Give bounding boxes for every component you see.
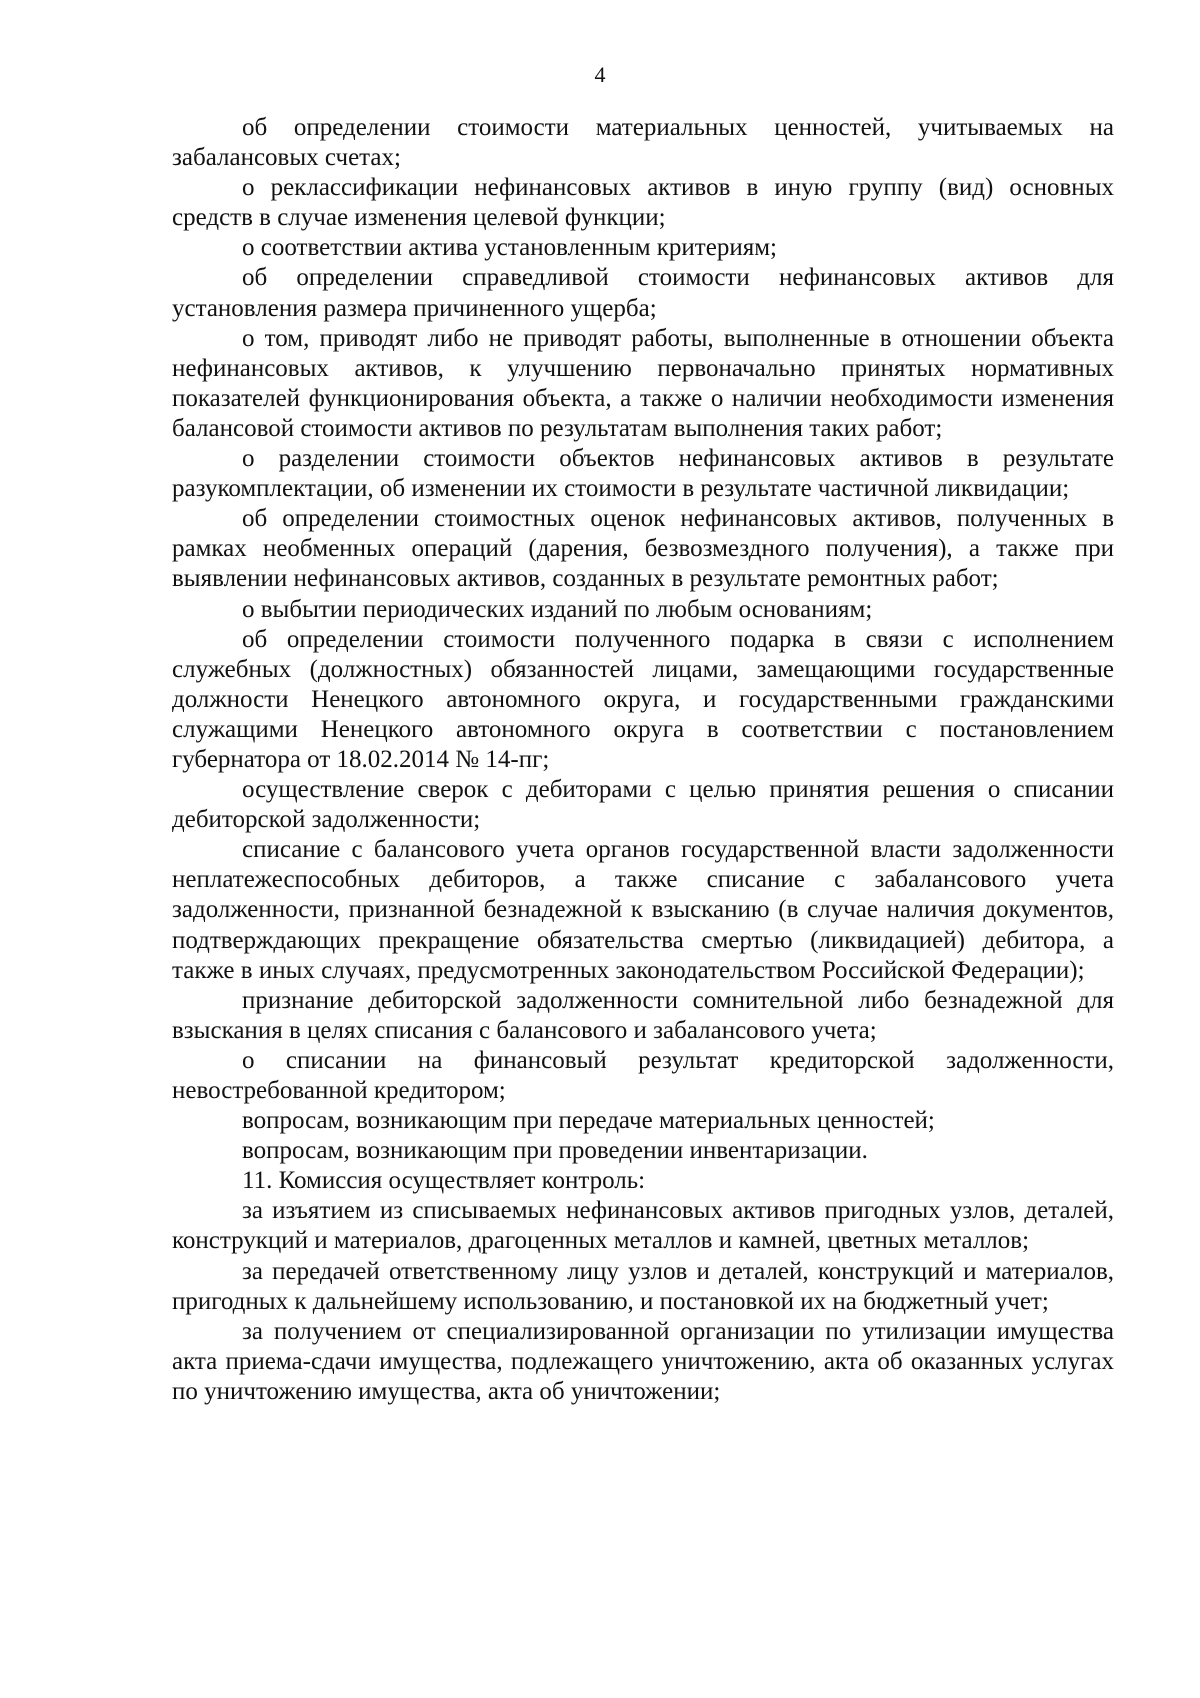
paragraph: о списании на финансовый результат кредиторской задолженности, невостребованной кредитором; — [172, 1046, 1114, 1104]
paragraph: признание дебиторской задолженности сомнительной либо безнадежной для взыскания в целях списания с балансового и забалансового учета; — [172, 986, 1114, 1044]
paragraph: за получением от специализированной организации по утилизации имущества акта приема-сдачи имущества, подлежащего уничтожению, акта об оказанных услугах по уничтожению имущества, акта об уничтожении; — [172, 1317, 1114, 1405]
paragraph: за передачей ответственному лицу узлов и деталей, конструкций и материалов, пригодных к дальнейшему использованию, и постановкой их на бюджетный учет; — [172, 1257, 1114, 1315]
paragraph: за изъятием из списываемых нефинансовых активов пригодных узлов, деталей, конструкций и материалов, драгоценных металлов и камней, цветных металлов; — [172, 1197, 1114, 1255]
paragraph: об определении стоимости материальных ценностей, учитываемых на забалансовых счетах; — [172, 114, 1114, 172]
paragraph: об определении стоимостных оценок нефинансовых активов, полученных в рамках необменных операций (дарения, безвозмездного получения), а также при выявлении нефинансовых активов, созданных в результате ремонтных работ; — [172, 505, 1114, 593]
paragraph: списание с балансового учета органов государственной власти задолженности неплатежеспособных дебиторов, а также списание с забалансового учета задолженности, признанной безнадежной к взысканию (в случае наличия документов, подтверждающих прекращение обязательства смертью (ликвидацией) дебитора, а также в иных случаях, предусмотренных законодательством Российской Федерации); — [172, 836, 1114, 984]
document-body — [172, 113, 1114, 1407]
paragraph: о реклассификации нефинансовых активов в иную группу (вид) основных средств в случае изменения целевой функции; — [172, 174, 1114, 232]
paragraph: осуществление сверок с дебиторами с целью принятия решения о списании дебиторской задолженности; — [172, 776, 1114, 834]
page-number: 4 — [594, 62, 606, 87]
paragraph: о соответствии актива установленным критериям; — [242, 234, 777, 262]
paragraph: вопросам, возникающим при передаче материальных ценностей; — [242, 1107, 935, 1135]
paragraph: об определении стоимости полученного подарка в связи с исполнением служебных (должностных) обязанностей лицами, замещающими государственные должности Ненецкого автономного округа, и государственными гражданскими служащими Ненецкого автономного округа в соответствии с постановлением губернатора от 18.02.2014 № 14-пг; — [172, 625, 1114, 773]
paragraph: о том, приводят либо не приводят работы, выполненные в отношении объекта нефинансовых активов, к улучшению первоначально принятых нормативных показателей функционирования объекта, а также о наличии необходимости изменения балансовой стоимости активов по результатам выполнения таких работ; — [172, 324, 1114, 442]
paragraph: вопросам, возникающим при проведении инвентаризации. — [242, 1137, 868, 1165]
section-heading: 11. Комиссия осуществляет контроль: — [242, 1167, 646, 1195]
paragraph: о выбытии периодических изданий по любым основаниям; — [242, 595, 873, 623]
paragraph: о разделении стоимости объектов нефинансовых активов в результате разукомплектации, об изменении их стоимости в результате частичной ликвидации; — [172, 445, 1114, 503]
paragraph: об определении справедливой стоимости нефинансовых активов для установления размера причиненного ущерба; — [172, 264, 1114, 322]
